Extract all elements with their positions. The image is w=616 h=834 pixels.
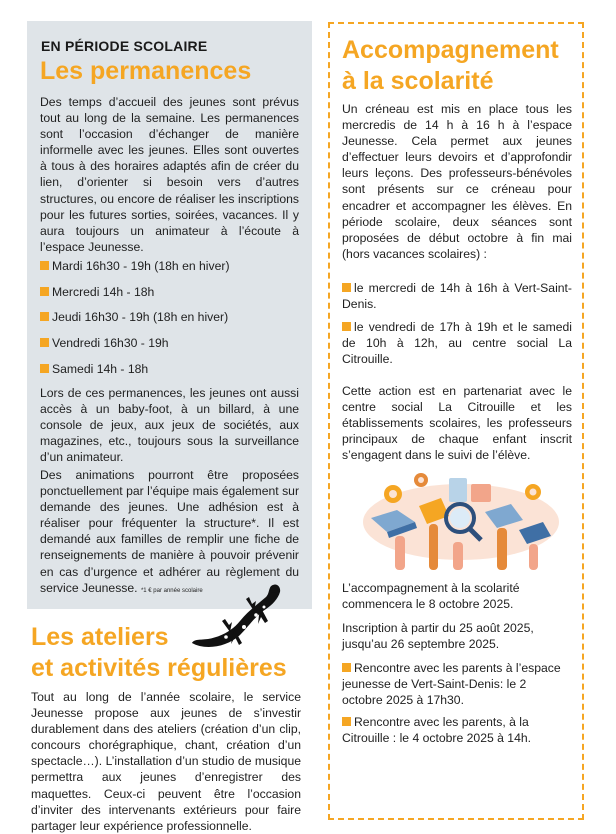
accompagnement-title-line2: à la scolarité <box>342 67 494 95</box>
schedule-item: Samedi 14h - 18h <box>40 361 148 377</box>
registration-dates: Inscription à partir du 25 août 2025, jusqu’au 26 septembre 2025. <box>342 621 534 651</box>
permanences-animations: Des animations pourront être proposées ponctuellement par l’équipe mais également sur demande des jeunes. Une adhésion est à réaliser pour fréquenter la structure*. Il est demandé aux familles de remplir une fiche de renseignements de manière à pouvoir prévenir en cas d’urgence et adhérer au règlement du service Jeunesse. *1 € par année scolaire <box>40 468 299 595</box>
ateliers-title-line2: et activités régulières <box>31 654 287 682</box>
meeting-item: Rencontre avec les parents à l’espace jeunesse de Vert-Saint-Denis: le 2 octobre 2025 à 17h30. <box>342 661 561 707</box>
meeting-item: Rencontre avec les parents, à la Citrouille : le 4 octobre 2025 à 14h. <box>342 715 532 745</box>
schedule-item: Vendredi 16h30 - 19h <box>40 335 169 351</box>
ateliers-text: Tout au long de l’année scolaire, le service Jeunesse propose aux jeunes de s’investir durablement dans des ateliers (création d’un clip, concours chorégraphique, chant, création d’un spectacle…). L’installation d’un studio de musique permettra aux jeunes d’enregistrer des maquettes. Ceux-ci peuvent être l’occasion d’inviter des intervenants extérieurs pour faire partager leur expérience professionnelle. <box>31 690 301 833</box>
permanences-intro: Des temps d’accueil des jeunes sont prévus tout au long de la semaine. Les permanences sont l’occasion d’échanger de manière informelle avec les jeunes. Elles sont ouvertes à tous à des horaires adaptés afin de créer du lien, d’orienter si besoin vers d’autres structures, ou encore de réaliser les inscriptions pour les futures sorties, soirées, vacances. Il y aura toujours un animateur à l’écoute à l’espace Jeunesse. <box>40 95 299 254</box>
ateliers-title-line1: Les ateliers <box>31 623 169 651</box>
accompagnement-title-line1: Accompagnement <box>342 36 559 64</box>
start-date: L’accompagnement à la scolarité commencera le 8 octobre 2025. <box>342 581 520 611</box>
permanences-title: Les permanences <box>40 57 252 85</box>
lizard-illustration <box>186 577 286 655</box>
partnership-text: Cette action est en partenariat avec le centre social La Citrouille et les établissements scolaires, les professeurs principaux de chaque enfant inscrit s’engagent dans le suivi de l’élève. <box>342 384 572 463</box>
section-kicker: EN PÉRIODE SCOLAIRE <box>41 38 208 54</box>
schedule-item: Mercredi 14h - 18h <box>40 284 154 300</box>
schedule-item: Mardi 16h30 - 19h (18h en hiver) <box>40 258 230 274</box>
session-item: le vendredi de 17h à 19h et le samedi de 10h à 12h, au centre social La Citrouille. <box>342 320 572 366</box>
footnote: *1 € par année scolaire <box>140 587 203 594</box>
schedule-item: Jeudi 16h30 - 19h (18h en hiver) <box>40 309 228 325</box>
session-item: le mercredi de 14h à 16h à Vert-Saint-Denis. <box>342 281 572 311</box>
study-illustration <box>357 470 562 570</box>
permanences-activities: Lors de ces permanences, les jeunes ont aussi accès à un baby-foot, à un billard, à une console de jeux, aux jeux de sociétés, aux magazines, etc., toujours sous la surveillance d’un animateur. <box>40 386 299 465</box>
accompagnement-intro: Un créneau est mis en place tous les mercredis de 14 h à 16 h à l’espace Jeunesse. Cela permet aux jeunes d’effectuer leurs devoirs et d’approfondir leurs leçons. Des professeurs-bénévoles sont présents sur ce créneau pour encadrer et accompagner les élèves. En période scolaire, deux séances sont proposées de début octobre à fin mai (hors vacances scolaires) : <box>342 102 572 261</box>
